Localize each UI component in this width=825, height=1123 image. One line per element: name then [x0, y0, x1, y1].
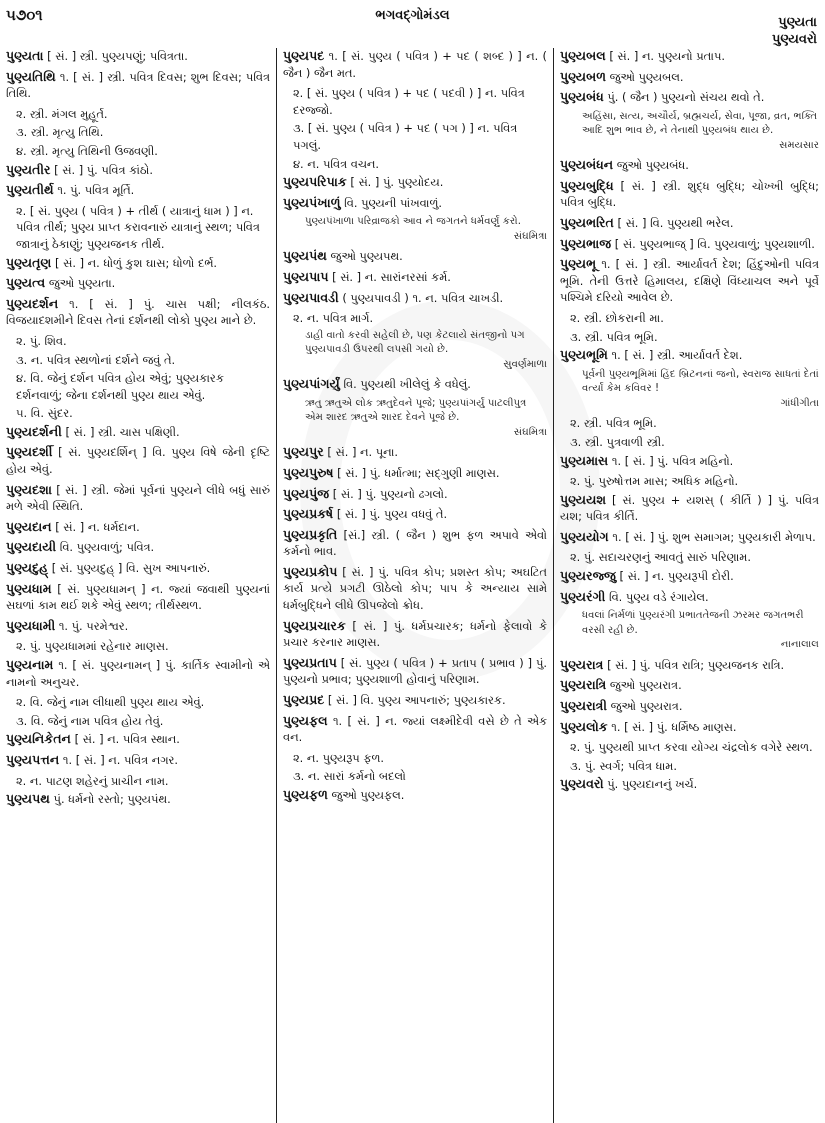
headword: પુણ્યબંધન	[560, 157, 614, 173]
headword: પુણ્યયશ	[560, 491, 607, 507]
definition: [ સં. ] ન. ધર્મદાન.	[55, 519, 140, 534]
headword: પુણ્યરજ્જુ	[560, 568, 616, 584]
dictionary-entry	[560, 157, 819, 174]
usage-quote	[283, 397, 547, 441]
usage-quote	[560, 609, 819, 653]
sub-sense: ૨. સ્ત્રી. છોકરાની મા.	[570, 311, 664, 326]
sub-sense: ૨. પું. સદાચરણનું આવતું સારું પરિણામ.	[570, 550, 751, 565]
entry-line	[283, 465, 547, 482]
headword: પુણ્યતીર્થ	[6, 182, 54, 198]
headword: પુણ્યદર્શન	[6, 295, 59, 311]
quote-source: સુવર્ણમાળા	[503, 358, 547, 370]
dictionary-entry	[283, 527, 547, 560]
headword: પુણ્યદાન	[6, 518, 52, 534]
entry-line	[6, 791, 270, 808]
dictionary-entry	[560, 453, 819, 490]
entry-line	[283, 444, 547, 461]
entry-line	[560, 677, 819, 694]
entry-line	[560, 256, 819, 306]
headword: પુણ્યપ્રચારક	[283, 617, 346, 633]
entry-line	[560, 719, 819, 736]
definition: [ સં. ] પું. ધર્મપ્રચારક; ધર્મનો ફેલાવો કે પ્રચાર કરનાર માણસ.	[283, 618, 547, 650]
definition: [ સં. ] સ્ત્રી. ચાસ પક્ષિણી.	[65, 424, 180, 439]
quote-text: પુણ્યપંખાળા પરિવ્રાજકો આવ ને જગતને ધર્મવર્ણું કરો.	[305, 216, 521, 228]
sub-sense: ૨. [ સં. પુણ્ય ( પવિત્ર ) + પદ ( પદવી ) ] ન. પવિત્ર દરજ્જો.	[293, 86, 525, 117]
entry-line	[283, 248, 547, 265]
sub-sense: ૪. વિ. જેનું દર્શન પવિત્ર હોય એવું; પુણ્યકારક દર્શનવાળું; જેના દર્શનથી પુણ્ય થાય એવું.	[16, 371, 224, 402]
sub-sense: ૩. પું. સ્વર્ગ; પવિત્ર ધામ.	[570, 758, 677, 773]
definition: ૧. [ સં. પુણ્યનામન્ ] પું. કાર્તિક સ્વામીનો એ નામનો અનુચર.	[6, 658, 270, 689]
entry-line	[560, 657, 819, 674]
dictionary-entry	[560, 256, 819, 345]
dictionary-entry	[560, 698, 819, 715]
sub-sense: ૩. સ્ત્રી. પુત્રવાળી સ્ત્રી.	[570, 434, 665, 449]
dictionary-entry	[283, 713, 547, 785]
definition: ૧. [ સં. ] પું. શુભ સમાગમ; પુણ્યકારી મેળાપ.	[612, 529, 816, 544]
headword: પુણ્યનિકેતન	[6, 731, 71, 747]
entry-line	[6, 162, 270, 179]
quote-text: અહિંસા, સત્ય, અચૌર્ય, બ્રહ્મચર્ય, સેવા, પૂજા, વ્રત, ભક્તિ આદિ શુભ ભાવ છે, ને તેનાથી પુણ્યબંધ થાય છે.	[582, 110, 818, 137]
dictionary-entry	[6, 752, 270, 789]
headword: પુણ્યપ્રદ	[283, 692, 325, 708]
sub-sense: ૨. ન. પુણ્યરૂપ ફળ.	[293, 750, 384, 765]
column-2	[276, 48, 553, 1123]
definition: જુઓ પુણ્યરાત્ર.	[610, 698, 683, 713]
dictionary-entry	[6, 296, 270, 422]
sub-sense: ૨. [ સં. પુણ્ય ( પવિત્ર ) + તીર્થ ( યાત્રાનું ધામ ) ] ન. પવિત્ર તીર્થ; પુણ્ય પ્રાપ્ત કરાવનારું યાત્રાનું સ્થળ; પવિત્ર જાત્રાનું ઠેકાણું; પુણ્યજનક તીર્થ.	[16, 203, 260, 251]
entry-line	[6, 519, 270, 536]
headword: પુણ્યલોક	[560, 718, 608, 734]
headword: પુણ્યપ્રકર્ષ	[283, 506, 334, 522]
sub-sense: ૩. સ્ત્રી. પવિત્ર ભૂમિ.	[570, 329, 658, 344]
entry-line	[283, 486, 547, 503]
dictionary-entry	[560, 657, 819, 674]
dictionary-entry	[283, 486, 547, 503]
headword: પુણ્યદુહ્	[6, 560, 49, 576]
dictionary-entry	[6, 482, 270, 515]
headword: પુણ્યપ્રકોપ	[283, 563, 338, 579]
definition: [ સં. ] ન. પુણ્યનો પ્રતાપ.	[609, 49, 725, 63]
dictionary-entry	[6, 539, 270, 556]
sub-sense: ૨. પું. પુણ્યધામમાં રહેનાર માણસ.	[16, 639, 169, 654]
headword: પુણ્યબંધ	[560, 89, 604, 105]
sub-sense: ૩. સ્ત્રી. મૃત્યુ તિથિ.	[16, 125, 104, 140]
entry-line	[283, 527, 547, 560]
entry-line	[283, 713, 547, 746]
headword: પુણ્યફળ	[283, 787, 328, 802]
quote-source: સંઘમિત્રા	[513, 426, 547, 438]
entry-line	[560, 529, 819, 546]
headword: પુણ્યવરો	[560, 776, 604, 792]
entry-line	[560, 347, 819, 364]
entry-line	[6, 581, 270, 614]
definition: વિ. પુણ્યની પાંખવાળું.	[344, 195, 442, 210]
entry-line	[283, 655, 547, 688]
definition: વિ. પુણ્ય વડે રંગાયેલ.	[609, 589, 709, 604]
dictionary-entry	[283, 692, 547, 709]
sub-sense: ૨. પું. પુણ્યથી પ્રાપ્ત કરવા યોગ્ય ચંદ્રલોક વગેરે સ્થળ.	[570, 740, 813, 755]
headword: પુણ્યદર્શની	[6, 423, 62, 439]
entry-line	[560, 453, 819, 470]
headword: પુણ્યપુંજ	[283, 485, 330, 501]
headword: પુણ્યપદ	[283, 48, 325, 63]
sub-sense: ૨. પું. પુરુષોત્તમ માસ; અધિક મહિનો.	[570, 474, 739, 489]
entry-line	[6, 539, 270, 556]
sub-sense: ૨. પું. શિવ.	[16, 333, 67, 348]
headword: પુણ્યભાજ	[560, 235, 612, 251]
definition: [ સં. ] વિ. પુણ્યથી ભરેલ.	[617, 216, 734, 231]
dictionary-entry	[6, 444, 270, 477]
entry-line	[6, 731, 270, 748]
dictionary-entry	[283, 376, 547, 440]
headword: પુણ્યદાયી	[6, 539, 57, 555]
entry-line	[283, 195, 547, 212]
headword: પુણ્યતિથિ	[6, 68, 56, 84]
definition: ( પુણ્યપાવડી ) ૧. ન. પવિત્ર ચાખડી.	[342, 290, 504, 305]
definition: [ સં. ] પું. પુણ્યોદય.	[350, 175, 444, 190]
dictionary-columns	[0, 48, 825, 1123]
headword: પુણ્યત્વ	[6, 275, 46, 291]
headword: પુણ્યપુરુષ	[283, 464, 334, 480]
entry-line	[560, 69, 819, 86]
quote-text: ધવલાં નિર્મળાં પુણ્યરંગી પ્રભાતતેજની ઝરમર જગતભરી વરસી રહી છે.	[582, 610, 804, 636]
headword: પુણ્યયોગ	[560, 528, 609, 544]
entry-line	[283, 48, 547, 81]
entry-line	[283, 618, 547, 651]
entry-line	[6, 296, 270, 329]
definition: પું. ( જૈન ) પુણ્યનો સંચય થવો તે.	[607, 90, 765, 105]
entry-line	[6, 182, 270, 199]
definition: [સં.] સ્ત્રી. ( જૈન ) શુભ ફળ અપાવે એવો કર્મનો ભાવ.	[283, 527, 547, 559]
definition: જુઓ પુણ્યરાત્ર.	[609, 678, 682, 693]
entry-line	[6, 444, 270, 477]
usage-quote	[283, 215, 547, 244]
definition: ૧. [ સં. પુણ્ય ( પવિત્ર ) + પદ ( શબ્દ ) ] ન. ( જૈન ) જૈન મત.	[283, 49, 547, 80]
headword: પુણ્યપથ	[6, 791, 50, 807]
dictionary-entry	[6, 657, 270, 729]
definition: ૧. [ સં. ] પું. ધર્મિષ્ઠ માણસ.	[611, 719, 737, 734]
entry-line	[6, 752, 270, 769]
headword: પુણ્યપત્તન	[6, 751, 60, 767]
quote-source: નાનાલાલ	[780, 639, 819, 651]
sub-sense: ૩. વિ. જેનું નામ પવિત્ર હોય તેવું.	[16, 713, 164, 728]
dictionary-entry	[560, 69, 819, 86]
definition: [ સં. પુણ્યભાજ્ ] વિ. પુણ્યવાળું; પુણ્યશાળી.	[614, 236, 815, 251]
definition: પું. ધર્મનો રસ્તો; પુણ્યપંથ.	[53, 792, 171, 807]
dictionary-entry	[283, 290, 547, 373]
dictionary-entry	[560, 568, 819, 585]
headword: પુણ્યરાત્રી	[560, 697, 608, 713]
definition: [ સં. પુણ્યદર્શિન્ ] વિ. પુણ્ય વિષે જેની દૃષ્ટિ હોય એવું.	[6, 445, 270, 477]
headword: પુણ્યરાત્ર	[560, 656, 604, 672]
dictionary-entry	[6, 581, 270, 614]
dictionary-entry	[6, 162, 270, 179]
definition: જુઓ પુણ્યતા.	[48, 276, 116, 291]
entry-line	[283, 174, 547, 191]
entry-line	[6, 482, 270, 515]
dictionary-entry	[283, 269, 547, 286]
quote-source: સંઘમિત્રા	[513, 230, 547, 242]
entry-line	[560, 157, 819, 174]
definition: [ સં. ] સ્ત્રી. જેમાં પૂર્વનાં પુણ્યને લીધે બધું સારું મળે એવી સ્થિતિ.	[6, 482, 270, 514]
book-title: ભગવદ્ગોમંડલ	[375, 8, 450, 23]
headword: પુણ્યભૂ	[560, 256, 597, 272]
headword: પુણ્યતૃણ	[6, 254, 52, 270]
dictionary-entry	[283, 655, 547, 688]
headword: પુણ્યધામ	[6, 580, 52, 596]
page-header	[0, 0, 825, 48]
dictionary-entry	[6, 48, 270, 65]
entry-line	[560, 48, 819, 65]
headword: પુણ્યપંખાળું	[283, 194, 341, 210]
entry-line	[560, 89, 819, 106]
dictionary-entry	[283, 564, 547, 614]
dictionary-entry	[560, 677, 819, 694]
definition: [ સં. ] ન. ધોળું કુશ ઘાસ; ધોળો દર્ભ.	[55, 255, 218, 270]
definition: વિ. પુણ્યથી ખીલેલું કે વધેલું.	[343, 377, 471, 392]
definition: [ સં. ] પું. પવિત્ર કોપ; પ્રશસ્ત કોપ; અઘટિત કાર્ય પ્રત્યે પ્રગટી ઊઠેલો કોપ; પાપ કે અન્યાય સામે ધર્મબુદ્ધિને લીધે ઊપજેલો ક્રોધ.	[283, 564, 547, 613]
dictionary-entry	[6, 618, 270, 655]
dictionary-entry	[560, 89, 819, 153]
dictionary-entry	[560, 48, 819, 65]
dictionary-entry	[6, 69, 270, 160]
definition: ૧. [ સં. ] સ્ત્રી. આર્યાવર્ત દેશ; હિંદુઓની પવિત્ર ભૂમિ. તેની ઉત્તરે હિમાલય, દક્ષિણે વિંધ્યાચલ અને પૂર્વે પશ્ચિમે દરિયો આવેલ છે.	[560, 257, 819, 305]
definition: [ સં. પુણ્ય + યશસ્ ( કીર્તિ ) ] પું. પવિત્ર યશ; પવિત્ર કીર્તિ.	[560, 492, 819, 524]
entry-line	[560, 178, 819, 211]
headword: પુણ્યરાત્રિ	[560, 677, 607, 693]
dictionary-entry	[6, 731, 270, 748]
headword: પુણ્યમાસ	[560, 452, 609, 468]
headword: પુણ્યપ્રતાપ	[283, 654, 337, 670]
definition: [ સં. ] પું. પવિત્ર કાંઠો.	[54, 162, 154, 177]
headword: પુણ્યદર્શી	[6, 444, 53, 460]
dictionary-entry	[6, 182, 270, 252]
dictionary-entry	[560, 776, 819, 793]
column-3	[553, 48, 825, 1123]
definition: ૧. પું. પરમેશ્વર.	[58, 618, 129, 633]
entry-line	[560, 568, 819, 585]
definition: [ સં. પુણ્ય ( પવિત્ર ) + પ્રતાપ ( પ્રભાવ ) ] પું. પુણ્યનો પ્રભાવ; પુણ્યશાળી હોવાનું પરિણામ.	[283, 655, 547, 687]
column-1	[0, 48, 276, 1123]
entry-line	[6, 618, 270, 635]
dictionary-entry	[283, 506, 547, 523]
definition: જુઓ પુણ્યબંધ.	[616, 158, 689, 173]
usage-quote	[560, 110, 819, 154]
definition: ૧. [ સં. ] ન. પવિત્ર નગર.	[62, 752, 179, 767]
dictionary-entry	[283, 444, 547, 461]
definition: [ સં. પુણ્યદુહ્ ] વિ. સુખ આપનારું.	[51, 561, 211, 576]
dictionary-entry	[283, 465, 547, 482]
dictionary-entry	[560, 178, 819, 211]
dictionary-entry	[6, 255, 270, 272]
definition: [ સં. ] ન. પૂના.	[327, 445, 399, 460]
definition: [ સં. ] ન. પવિત્ર સ્થાન.	[74, 732, 180, 747]
headword: પુણ્યપંથ	[283, 248, 327, 264]
definition: જુઓ પુણ્યબલ.	[609, 69, 684, 84]
sub-sense: ૩. ન. પવિત્ર સ્થળોનાં દર્શને જવું તે.	[16, 352, 176, 367]
headword: પુણ્યભૂમિ	[560, 347, 608, 363]
dictionary-entry	[6, 275, 270, 292]
headword: પુણ્યપરિપાક	[283, 174, 347, 190]
entry-line	[560, 698, 819, 715]
entry-line	[560, 236, 819, 253]
headword: પુણ્યપ્રકૃતિ	[283, 526, 338, 542]
headword: પુણ્યરંગી	[560, 588, 606, 604]
quote-text: ઋતુ ઋતુએ લોક ઋતુદેવને પૂજે; પુણ્યપાંગર્યું પાટલીપુત્ર એમ શારદ ઋતુએ શારદ દેવને પૂજે છે.	[305, 397, 527, 424]
entry-line	[6, 424, 270, 441]
entry-line	[560, 589, 819, 606]
dictionary-entry	[6, 519, 270, 536]
entry-line	[6, 48, 270, 65]
definition: [ સં. ] વિ. પુણ્ય આપનારું; પુણ્યકારક.	[327, 693, 506, 708]
entry-line	[283, 290, 547, 307]
definition: [ સં. ] પું. પુણ્ય વધવું તે.	[336, 507, 448, 522]
headword: પુણ્યપાપ	[283, 268, 329, 284]
dictionary-entry	[283, 195, 547, 245]
entry-line	[283, 692, 547, 709]
headword: પુણ્યબળ	[560, 68, 607, 84]
headword: પુણ્યબલ	[560, 48, 606, 63]
quote-text: પૂર્વની પુણ્યભૂમિમાં હિંદ બ્રિટનનાં જનો, સ્વરાજ સાધતાં દેતાં વર્ત્યાં કેમ કવિવર !	[582, 368, 819, 395]
headword: પુણ્યદશા	[6, 481, 52, 497]
definition: [ સં. ] ન. સારાંનરસાં કર્મ.	[332, 269, 451, 284]
entry-line	[283, 564, 547, 614]
sub-sense: ૪. સ્ત્રી. મૃત્યુ તિથિની ઉજવણી.	[16, 143, 158, 158]
entry-line	[6, 275, 270, 292]
entry-line	[283, 269, 547, 286]
dictionary-entry	[283, 174, 547, 191]
headword: પુણ્યધામી	[6, 617, 56, 633]
usage-quote	[560, 368, 819, 412]
headword: પુણ્યપુર	[283, 444, 324, 460]
headword: પુણ્યપાંગર્યું	[283, 376, 340, 392]
sub-sense: ૫. વિ. સુંદર.	[16, 406, 73, 421]
dictionary-entry	[283, 618, 547, 651]
sub-sense: ૨. ન. પાટણ શહેરનું પ્રાચીન નામ.	[16, 773, 169, 788]
usage-quote	[283, 329, 547, 373]
headword: પુણ્યબુદ્ધિ	[560, 177, 614, 193]
entry-line	[6, 560, 270, 577]
dictionary-entry	[560, 236, 819, 253]
quote-source: સમયસાર	[779, 139, 819, 151]
entry-line	[6, 255, 270, 272]
headword: પુણ્યનામ	[6, 657, 54, 672]
definition: વિ. પુણ્યવાળું; પવિત્ર.	[59, 540, 155, 555]
guide-words	[772, 14, 817, 48]
dictionary-entry	[560, 492, 819, 525]
sub-sense: ૨. સ્ત્રી. મંગલ મુહૂર્ત.	[16, 106, 108, 121]
definition: ૧. પું. પવિત્ર મૂર્તિ.	[57, 183, 135, 198]
entry-line	[6, 657, 270, 690]
entry-line	[283, 506, 547, 523]
definition: [ સં. ] સ્ત્રી. શુદ્ધ બુદ્ધિ; ચોખ્ખી બુદ્ધિ; પવિત્ર બુદ્ધિ.	[560, 178, 820, 210]
dictionary-entry	[6, 424, 270, 441]
definition: [ સં. ] પું. ધર્માત્મા; સદ્‌ગુણી માણસ.	[337, 465, 500, 480]
definition: [ સં. ] ન. પુણ્યરૂપી દોરી.	[619, 569, 734, 584]
definition: જુઓ પુણ્યફલ.	[331, 788, 405, 802]
headword: પુણ્યતીર	[6, 161, 51, 177]
dictionary-entry	[6, 791, 270, 808]
page-number: ૫૭૦૧	[6, 6, 43, 24]
entry-line	[283, 787, 547, 804]
sub-sense: ૨. ન. પવિત્ર માર્ગ.	[293, 311, 374, 326]
definition: ૧. [ સં. ] પું. પવિત્ર મહિનો.	[611, 453, 734, 468]
definition: [ સં. ] પું. પવિત્ર રાત્રિ; પુણ્યજનક રાત્રિ.	[607, 657, 785, 672]
sub-sense: ૨. વિ. જેનું નામ લીધાથી પુણ્ય થાય એવું.	[16, 695, 205, 710]
entry-line	[560, 215, 819, 232]
dictionary-entry	[283, 248, 547, 265]
definition: ૧. [ સં. ] પું. ચાસ પક્ષી; નીલકંઠ. વિજયાદશમીને દિવસ તેનાં દર્શનથી લોકો પુણ્ય માને છે.	[6, 296, 270, 328]
entry-line	[283, 376, 547, 393]
sub-sense: ૩. [ સં. પુણ્ય ( પવિત્ર ) + પદ ( પગ ) ] ન. પવિત્ર પગલું.	[293, 121, 518, 152]
definition: ૧. [ સં. ] સ્ત્રી. પવિત્ર દિવસ; શુભ દિવસ; પવિત્ર તિથિ.	[6, 69, 270, 101]
dictionary-entry	[560, 529, 819, 566]
definition: પું. પુણ્યદાનનું ખર્ચ.	[607, 777, 698, 792]
definition: [ સં. પુણ્યધામન્ ] ન. જ્યાં જવાથી પુણ્યનાં સઘળાં કામ થઈ શકે એવું સ્થળ; તીર્થસ્થળ.	[6, 581, 270, 613]
dictionary-entry	[283, 48, 547, 172]
definition: [ સં. ] સ્ત્રી. પુણ્યપણું; પવિત્રતા.	[47, 49, 188, 63]
dictionary-entry	[283, 787, 547, 804]
definition: જુઓ પુણ્યપથ.	[330, 249, 403, 264]
dictionary-entry	[560, 719, 819, 775]
headword: પુણ્યતા	[6, 48, 44, 63]
headword: પુણ્યભરિત	[560, 215, 614, 231]
entry-line	[560, 776, 819, 793]
sub-sense: ૨. સ્ત્રી. પવિત્ર ભૂમિ.	[570, 416, 657, 431]
guide-word-last: પુણ્યવરો	[772, 32, 817, 47]
entry-line	[6, 69, 270, 102]
definition: [ સં. ] પું. પુણ્યનો ઢગલો.	[332, 486, 448, 501]
guide-word-first: પુણ્યતા	[778, 15, 817, 30]
sub-sense: ૪. ન. પવિત્ર વચન.	[293, 156, 380, 171]
headword: પુણ્યફલ	[283, 712, 328, 728]
dictionary-entry	[560, 347, 819, 450]
dictionary-entry	[6, 560, 270, 577]
entry-line	[560, 492, 819, 525]
quote-text: ડાહી વાતો કરવી સહેલી છે, પણ કેટલાયે સંતજીનો પગ પુણ્યપાવડી ઉપરથી લપસી ગયો છે.	[305, 329, 525, 356]
definition: ૧. [ સં. ] ન. જ્યાં લક્ષ્મીદેવી વસે છે તે એક વન.	[283, 713, 548, 745]
headword: પુણ્યપાવડી	[283, 289, 339, 305]
sub-sense: ૩. ન. સારાં કર્મનો બદલો	[293, 769, 406, 784]
dictionary-entry	[560, 215, 819, 232]
quote-source: ગાંધીગીતા	[780, 397, 819, 409]
definition: ૧. [ સં. ] સ્ત્રી. આર્યાવર્ત દેશ.	[611, 348, 743, 363]
dictionary-entry	[560, 589, 819, 653]
